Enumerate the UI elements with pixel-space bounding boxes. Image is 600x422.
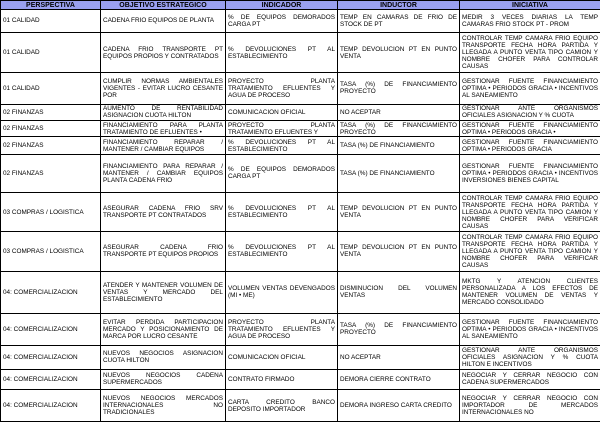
header-row — [1, 1, 600, 10]
table-row — [1, 369, 600, 390]
perspectiva-cell: 03 COMPRAS / LOGISTICA — [1, 232, 101, 271]
perspectiva-cell: 03 COMPRAS / LOGISTICA — [1, 193, 101, 232]
header-indicador: INDICADOR — [226, 1, 338, 10]
objetivo-cell: NUEVOS NEGOCIOS MERCADOS INTERNACIONALES NO TRADICIONALES — [101, 390, 226, 422]
perspectiva-cell: 02 FINANZAS — [1, 104, 101, 120]
iniciativa-cell: MEDIR 3 VECES DIARIAS LA TEMP CAMARAS FRIO STOCK PT - PROM — [460, 10, 600, 33]
perspectiva-cell: 04: COMERCIALIZACION — [1, 390, 101, 422]
inductor-cell: TASA (%) DE FINANCIAMIENTO PROYECTO — [338, 121, 460, 137]
objetivo-cell: FINANCIAMIENTO PARA REPARAR / MANTENER / CAMBIAR EQUIPOS PLANTA CADENA FRIO — [101, 154, 226, 192]
header-objetivo: OBJETIVO ESTRATEGICO — [101, 1, 226, 10]
iniciativa-cell: CONTROLAR TEMP CAMARA FRIO EQUIPO TRANSPORTE FECHA HORA PARTIDA Y LLEGADA A PUNTO VENTA TIPO CAMION Y NOMBRE CHOFER PARA VERIFICAR CAUSAS — [460, 193, 600, 232]
table-row — [1, 390, 600, 422]
perspectiva-cell: 02 FINANZAS — [1, 154, 101, 192]
perspectiva-cell: 04: COMERCIALIZACION — [1, 314, 101, 346]
iniciativa-cell: GESTIONAR FUENTE FINANCIAMIENTO OPTIMA • PERIODOS GRACIA • INCENTIVOS AL SANEAMIENTO — [460, 314, 600, 346]
table-row — [1, 314, 600, 346]
inductor-cell: DISMINUCION DEL VOLUMEN VENTAS — [338, 271, 460, 314]
indicador-cell: PROYECTO PLANTA TRATAMIENTO EFLUENTES Y — [226, 121, 338, 137]
table-row — [1, 137, 600, 154]
indicador-cell: % DEVOLUCIONES PT AL ESTABLECIMIENTO — [226, 193, 338, 232]
table-row — [1, 104, 600, 120]
objetivo-cell: FINANCIAMIENTO PARA PLANTA TRATAMIENTO DE EFLUENTES • — [101, 121, 226, 137]
iniciativa-cell: GESTIONAR FUENTE FINANCIAMIENTO OPTIMA • PERIODOS GRACIA • INCENTIVOS AL SANEAMIENTO — [460, 73, 600, 105]
header-inductor: INDUCTOR — [338, 1, 460, 10]
indicador-cell: VOLUMEN VENTAS DEVENGADOS (MI • ME) — [226, 271, 338, 314]
iniciativa-cell: MKTG Y ATENCION CLIENTES PERSONALIZADA A LOS EFECTOS DE MANTENER VOLUMEN DE VENTAS Y MERCADO CONSOLIDADO — [460, 271, 600, 314]
table-row — [1, 232, 600, 271]
indicador-cell: CONTRATO FIRMADO — [226, 369, 338, 390]
objetivo-cell: AUMENTO DE RENTABILIDAD ASIGNACION CUOTA HILTON — [101, 104, 226, 120]
header-perspectiva: PERSPECTIVA — [1, 1, 101, 10]
table-row — [1, 271, 600, 314]
objetivo-cell: NUEVOS NEGOCIOS CADENA SUPERMERCADOS — [101, 369, 226, 390]
objetivo-cell: ASEGURAR CADENA FRIO SRV TRANSPORTE PT CONTRATADOS — [101, 193, 226, 232]
iniciativa-cell: NEGOCIAR Y CERRAR NEGOCIO CON IMPORTADOR DE MERCADOS INTERNACIONALES NO — [460, 390, 600, 422]
iniciativa-cell: CONTROLAR TEMP CAMARA FRIO EQUIPO TRANSPORTE FECHA HORA PARTIDA Y LLEGADA A PUNTO VENTA TIPO CAMION Y NOMBRE CHOFER PARA VERIFICAR CAUSAS — [460, 232, 600, 271]
objetivo-cell: NUEVOS NEGOCIOS ASIGNACION CUOTA HILTON — [101, 345, 226, 369]
perspectiva-cell: 04: COMERCIALIZACION — [1, 345, 101, 369]
iniciativa-cell: CONTROLAR TEMP CAMARA FRIO EQUIPO TRANSPORTE FECHA HORA PARTIDA Y LLEGADA A PUNTO VENTA TIPO CAMION Y NOMBRE CHOFER PARA CONTROLAR CAUSAS — [460, 32, 600, 72]
indicador-cell: PROYECTO PLANTA TRATAMIENTO EFLUENTES Y AGUA DE PROCESO — [226, 314, 338, 346]
iniciativa-cell: GESTIONAR ANTE ORGANISMOS OFICIALES ASIGNACION Y % CUOTA HILTON E INCENTIVOS — [460, 345, 600, 369]
inductor-cell: TASA (%) DE FINANCIAMIENTO — [338, 154, 460, 192]
indicador-cell: % DEVOLUCIONES PT AL ESTABLECIMIENTO — [226, 137, 338, 154]
objetivo-cell: EVITAR PERDIDA PARTICIPACION MERCADO Y POSICIONAMIENTO DE MARCA POR LUCRO CESANTE — [101, 314, 226, 346]
perspectiva-cell: 01 CALIDAD — [1, 10, 101, 33]
inductor-cell: TEMP DEVOLUCION PT EN PUNTO VENTA — [338, 32, 460, 72]
iniciativa-cell: GESTIONAR FUENTE FINANCIAMIENTO OPTIMA • PERIODOS GRACIA — [460, 137, 600, 154]
iniciativa-cell: GESTIONAR FUENTE FINANCIAMIENTO OPTIMA • PERIODOS GRACIA • — [460, 121, 600, 137]
iniciativa-cell: GESTIONAR ANTE ORGANISMOS OFICIALES ASIGNACION Y % CUOTA — [460, 104, 600, 120]
objetivo-cell: CADENA FRIO EQUIPOS DE PLANTA — [101, 10, 226, 33]
table-row — [1, 73, 600, 105]
perspectiva-cell: 01 CALIDAD — [1, 73, 101, 105]
inductor-cell: TEMP DEVOLUCION PT EN PUNTO VENTA — [338, 193, 460, 232]
iniciativa-cell: GESTIONAR FUENTE FINANCIAMIENTO OPTIMA • PERIODOS GRACIA • INCENTIVOS INVERSIONES BIENES CAPITAL — [460, 154, 600, 192]
objetivo-cell: ATENDER Y MANTENER VOLUMEN DE VENTAS Y MERCADO DEL ESTABLECIMIENTO — [101, 271, 226, 314]
inductor-cell: TASA (%) DE FINANCIAMIENTO PROYECTO — [338, 314, 460, 346]
indicador-cell: CARTA CREDITO BANCO DEPOSITO IMPORTADOR — [226, 390, 338, 422]
inductor-cell: TEMP DEVOLUCION PT EN PUNTO VENTA — [338, 232, 460, 271]
perspectiva-cell: 02 FINANZAS — [1, 121, 101, 137]
perspectiva-cell: 02 FINANZAS — [1, 137, 101, 154]
indicador-cell: % DEVOLUCIONES PT AL ESTABLECIMIENTO — [226, 232, 338, 271]
inductor-cell: NO ACEPTAR — [338, 104, 460, 120]
inductor-cell: TEMP EN CAMARAS DE FRIO DE STOCK DE PT — [338, 10, 460, 33]
iniciativa-cell: NEGOCIAR Y CERRAR NEGOCIO CON CADENA SUPERMERCADOS — [460, 369, 600, 390]
table-row — [1, 345, 600, 369]
indicador-cell: COMUNICACION OFICIAL — [226, 345, 338, 369]
perspectiva-cell: 04: COMERCIALIZACION — [1, 369, 101, 390]
objetivo-cell: ASEGURAR CADENA FRIO TRANSPORTE PT EQUIPOS PROPIOS — [101, 232, 226, 271]
indicador-cell: % DEVOLUCIONES PT AL ESTABLECIMIENTO — [226, 32, 338, 72]
table-row — [1, 193, 600, 232]
indicador-cell: COMUNICACION OFICIAL — [226, 104, 338, 120]
objetivo-cell: CADENA FRIO TRANSPORTE PT EQUIPOS PROPIOS Y CONTRATADOS — [101, 32, 226, 72]
header-iniciativa: INICIATIVA — [460, 1, 600, 10]
table-row — [1, 121, 600, 137]
table-row — [1, 10, 600, 33]
inductor-cell: TASA (%) DE FINANCIAMIENTO — [338, 137, 460, 154]
inductor-cell: DEMORA INGRESO CARTA CREDITO — [338, 390, 460, 422]
objetivo-cell: FINANCIAMIENTO REPARAR / MANTENER / CAMBIAR EQUIPOS — [101, 137, 226, 154]
table-row — [1, 154, 600, 192]
perspectiva-cell: 01 CALIDAD — [1, 32, 101, 72]
inductor-cell: TASA (%) DE FINANCIAMIENTO PROYECTO — [338, 73, 460, 105]
indicador-cell: % DE EQUIPOS DEMORADOS CARGA PT — [226, 154, 338, 192]
inductor-cell: DEMORA CIERRE CONTRATO — [338, 369, 460, 390]
indicador-cell: % DE EQUIPOS DEMORADOS CARGA PT — [226, 10, 338, 33]
objetivo-cell: CUMPLIR NORMAS AMBIENTALES VIGENTES - EVITAR LUCRO CESANTE POR — [101, 73, 226, 105]
inductor-cell: NO ACEPTAR — [338, 345, 460, 369]
indicador-cell: PROYECTO PLANTA TRATAMIENTO EFLUENTES Y AGUA DE PROCESO — [226, 73, 338, 105]
perspectiva-cell: 04: COMERCIALIZACION — [1, 271, 101, 314]
table-row — [1, 32, 600, 72]
